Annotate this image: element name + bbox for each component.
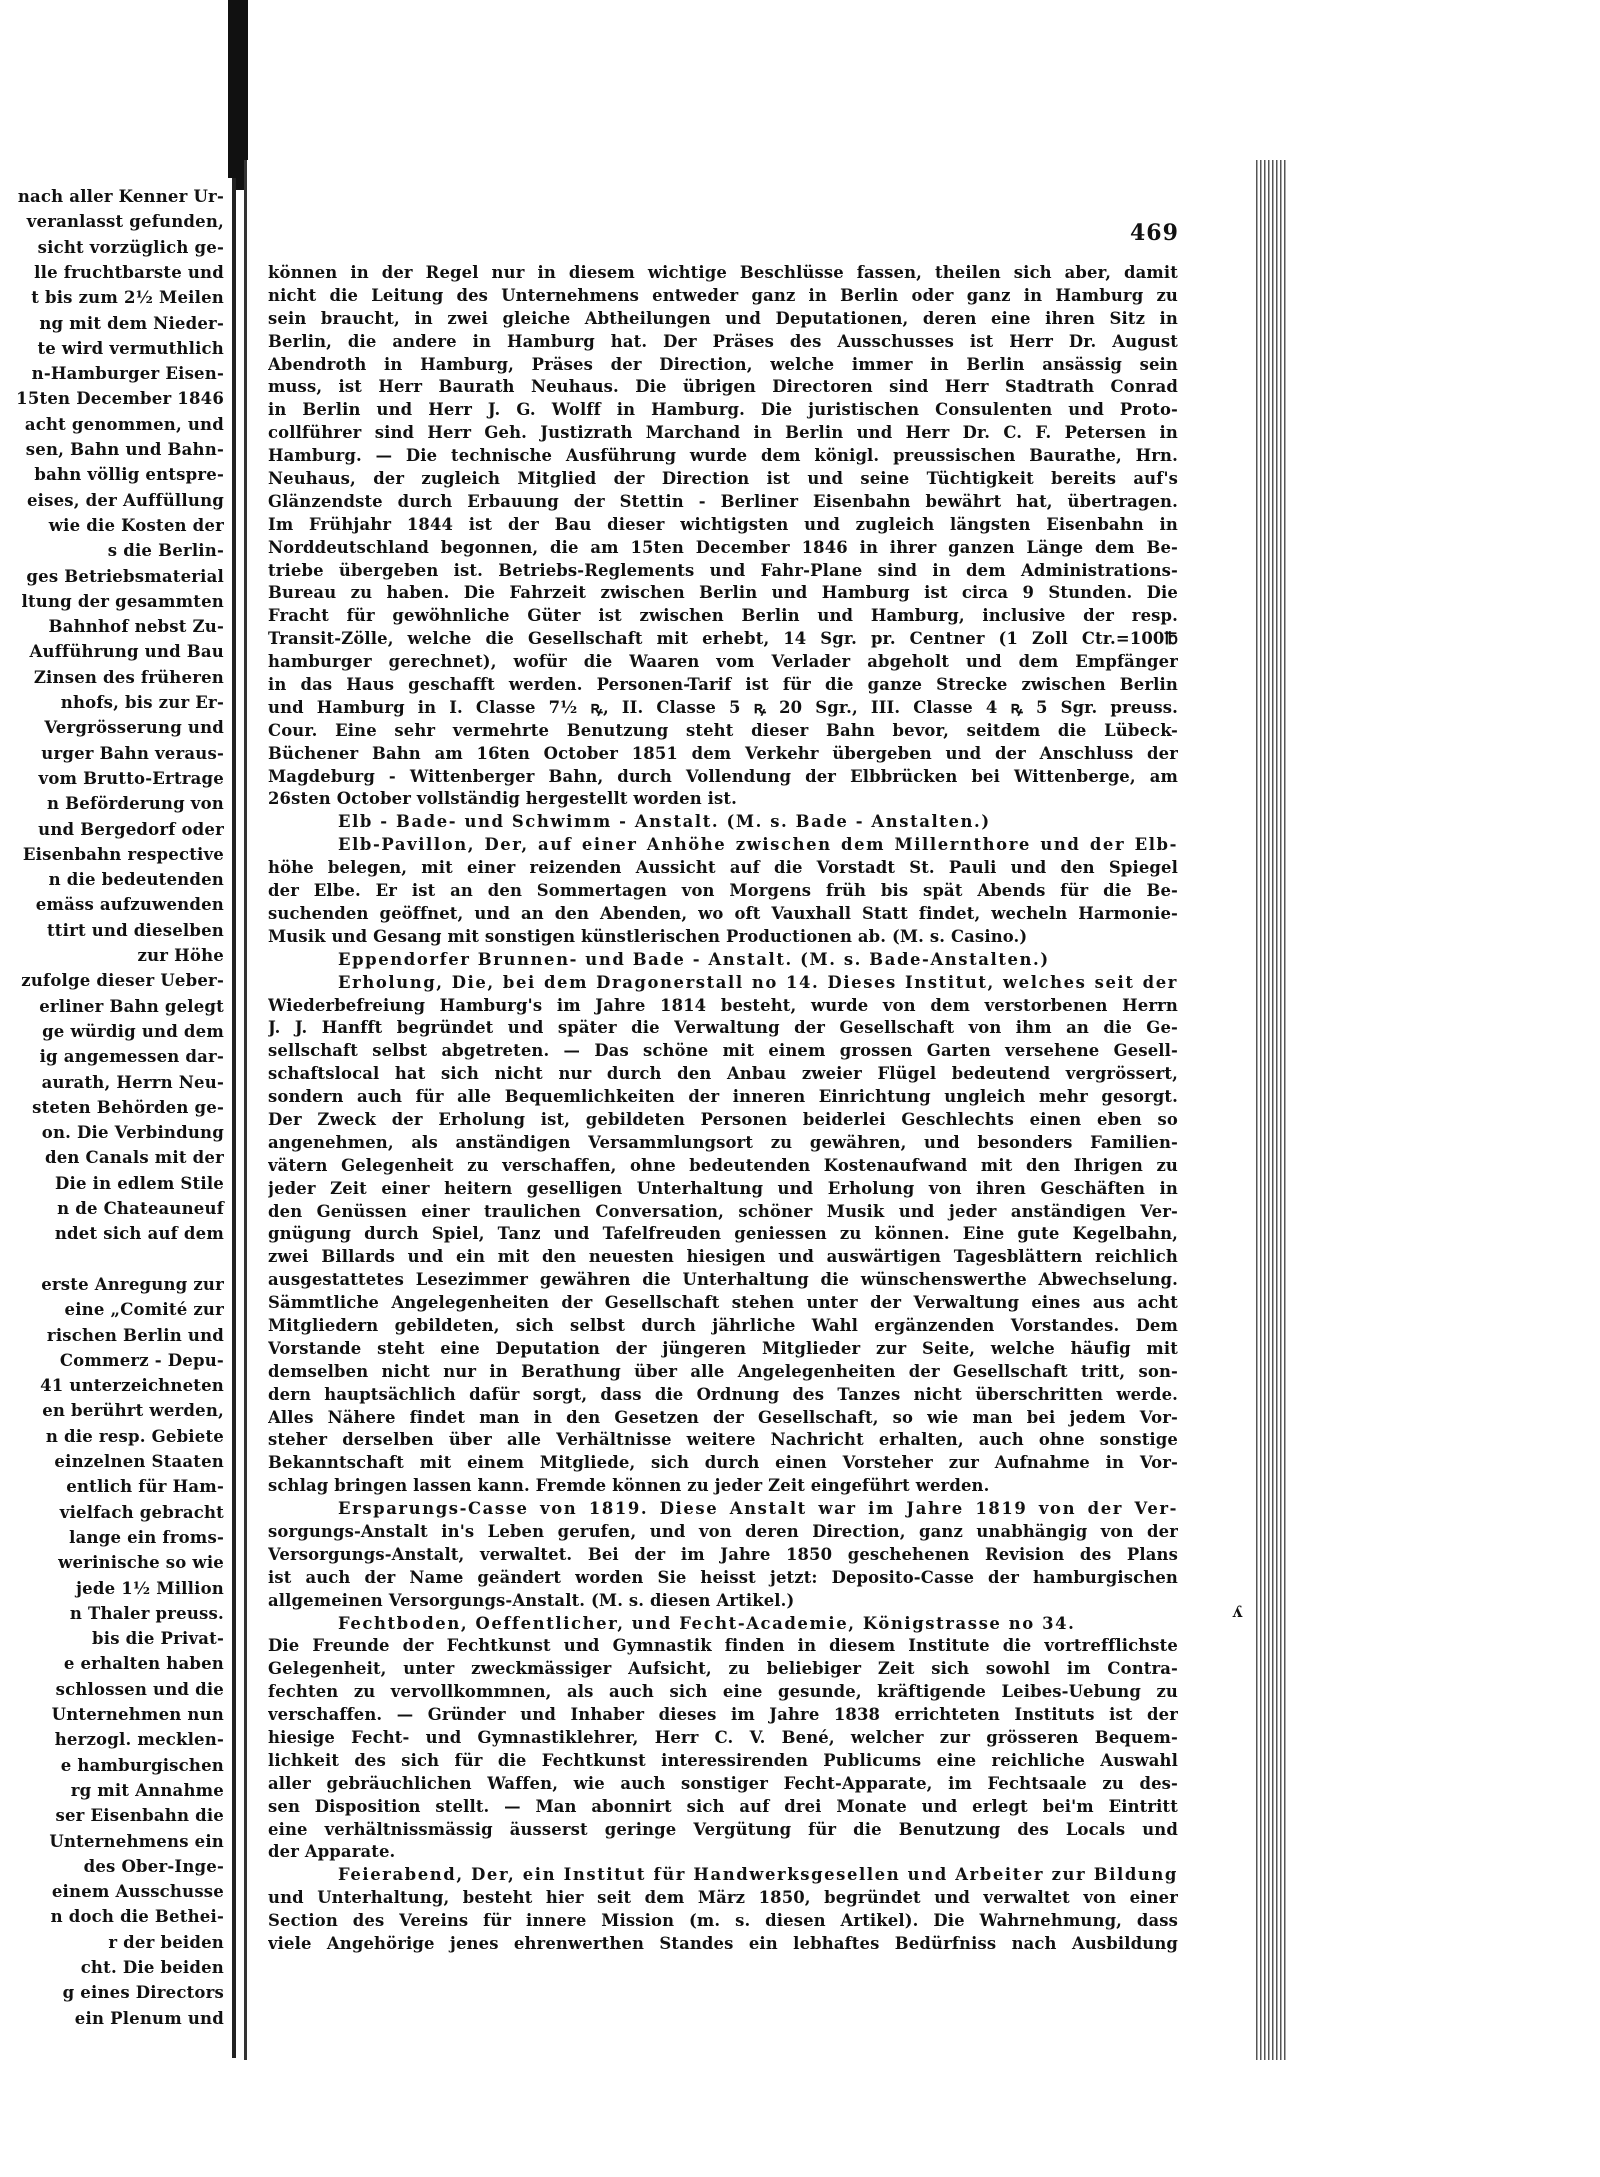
left-page-line: aurath, Herrn Neu- bbox=[41, 1072, 224, 1092]
text-line: Abendroth in Hamburg, Präses der Direction, welche immer in Berlin ansässig sein bbox=[268, 354, 1178, 374]
text-line: der Apparate. bbox=[268, 1842, 396, 1862]
left-page-line: on. Die Verbindung bbox=[41, 1123, 224, 1143]
text-line: allgemeinen Versorgungs-Anstalt. (M. s. diesen Artikel.) bbox=[268, 1590, 795, 1610]
left-page-line: und Bergedorf oder bbox=[38, 819, 224, 839]
text-line: können in der Regel nur in diesem wichtige Beschlüsse fassen, theilen sich aber, damit bbox=[268, 263, 1178, 282]
margin-mark: ʎ bbox=[1232, 1602, 1243, 1621]
page-edge-stack bbox=[1256, 160, 1286, 2060]
left-page-line: g eines Directors bbox=[62, 1983, 224, 2003]
left-page-line: n die resp. Gebiete bbox=[45, 1426, 224, 1446]
text-line: muss, ist Herr Baurath Neuhaus. Die übrigen Directoren sind Herr Stadtrath Conrad bbox=[268, 377, 1178, 397]
left-page-line: n de Chateauneuf bbox=[57, 1199, 224, 1218]
left-page-line: zur Höhe bbox=[137, 946, 224, 965]
text-line: 26sten October vollständig hergestellt worden ist. bbox=[268, 789, 737, 809]
left-page-line: ng mit dem Nieder- bbox=[39, 313, 224, 333]
text-line: höhe belegen, mit einer reizenden Aussicht auf die Vorstadt St. Pauli und den Spiegel bbox=[268, 858, 1178, 878]
text-line: den Genüssen einer traulichen Conversation, schöner Musik und jeder anständigen Ver- bbox=[268, 1201, 1178, 1221]
text-line: schaftslocal hat sich nicht nur durch den Anbau zweier Flügel bedeutend vergrössert, bbox=[268, 1064, 1178, 1084]
text-line: Sämmtliche Angelegenheiten der Gesellschaft stehen unter der Verwaltung eines aus acht bbox=[268, 1293, 1178, 1313]
text-line: sellschaft selbst abgetreten. — Das schöne mit einem grossen Garten versehene Gesell- bbox=[268, 1041, 1178, 1061]
text-line: Glänzendste durch Erbauung der Stettin - Berliner Eisenbahn bewährt hat, übertragen. bbox=[268, 491, 1178, 511]
text-line: Cour. Eine sehr vermehrte Benutzung steht dieser Bahn bevor, seitdem die Lübeck- bbox=[268, 720, 1178, 740]
left-page-line: erste Anregung zur bbox=[41, 1274, 224, 1294]
left-page-line: ein Plenum und bbox=[74, 2008, 224, 2028]
text-line: Bekanntschaft mit einem Mitgliede, sich durch einen Vorsteher zur Aufnahme in Vor- bbox=[268, 1453, 1178, 1473]
text-line: J. J. Hanfft begründet und später die Verwaltung der Gesellschaft von ihm an die Ge- bbox=[268, 1018, 1178, 1038]
left-page-line: Unternehmen nun bbox=[51, 1705, 224, 1724]
text-line: in Berlin und Herr J. G. Wolff in Hamburg. Die juristischen Consulenten und Proto- bbox=[268, 400, 1178, 420]
left-page-line: Eisenbahn respective bbox=[22, 844, 224, 864]
left-page-line: n doch die Bethei- bbox=[50, 1907, 224, 1927]
left-page-line: des Ober-Inge- bbox=[83, 1856, 224, 1876]
text-line: lichkeit des sich für die Fechtkunst interessirenden Publicums eine reichliche Auswahl bbox=[268, 1750, 1178, 1770]
text-line: triebe übergeben ist. Betriebs-Reglements und Fahr-Plane sind in dem Administrations- bbox=[268, 560, 1178, 580]
left-page-line: lle fruchtbarste und bbox=[34, 262, 224, 282]
text-line: Hamburg. — Die technische Ausführung wurde dem königl. preussischen Baurathe, Hrn. bbox=[268, 446, 1178, 466]
left-page-line: vielfach gebracht bbox=[59, 1502, 224, 1522]
left-page-line: ge würdig und dem bbox=[42, 1021, 224, 1041]
text-line: Eppendorfer Brunnen- und Bade - Anstalt. (M. s. Bade-Anstalten.) bbox=[338, 949, 1050, 969]
text-line: Im Frühjahr 1844 ist der Bau dieser wichtigsten und zugleich längsten Eisenbahn in bbox=[268, 514, 1178, 534]
text-line: demselben nicht nur in Berathung über alle Angelegenheiten der Gesellschaft tritt, son- bbox=[268, 1361, 1178, 1381]
text-line: hiesige Fecht- und Gymnastiklehrer, Herr C. V. Bené, welcher zur grösseren Bequem- bbox=[268, 1728, 1178, 1747]
text-line: suchenden geöffnet, und an den Abenden, wo oft Vauxhall Statt findet, wecheln Harmonie- bbox=[268, 903, 1178, 923]
left-page-line: r der beiden bbox=[108, 1932, 224, 1952]
left-page-line: emäss aufzuwenden bbox=[35, 895, 224, 915]
text-line: sen Disposition stellt. — Man abonnirt sich auf drei Monate und erlegt bei'm Eintritt bbox=[268, 1796, 1178, 1816]
text-line: Fechtboden, Oeffentlicher, und Fecht-Academie, Königstrasse no 34. bbox=[338, 1613, 1076, 1633]
text-line: Vorstande steht eine Deputation der jüngeren Mitglieder zur Seite, welche häufig mit bbox=[268, 1338, 1178, 1358]
text-line: angenehmen, als anständigen Versammlungsort zu gewähren, und besonders Familien- bbox=[268, 1132, 1178, 1152]
left-page-line: sen, Bahn und Bahn- bbox=[25, 440, 224, 459]
text-line: Der Zweck der Erholung ist, gebildeten Personen beiderlei Geschlechts einen eben so bbox=[268, 1109, 1178, 1129]
text-line: collführer sind Herr Geh. Justizrath Marchand in Berlin und Herr Dr. C. F. Petersen in bbox=[268, 423, 1178, 443]
left-page-line: Commerz - Depu- bbox=[59, 1350, 224, 1370]
text-line: ist auch der Name geändert worden Sie heisst jetzt: Deposito-Casse der hamburgischen bbox=[268, 1567, 1178, 1587]
left-page-line: e hamburgischen bbox=[60, 1755, 224, 1775]
left-page-line: herzogl. mecklen- bbox=[54, 1730, 224, 1750]
left-page-line: ndet sich auf dem bbox=[54, 1224, 224, 1244]
text-line: und Unterhaltung, besteht hier seit dem März 1850, begründet und verwaltet von einer bbox=[268, 1888, 1178, 1908]
text-line: Berlin, die andere in Hamburg hat. Der Präses des Ausschusses ist Herr Dr. August bbox=[268, 331, 1178, 351]
text-line: dern hauptsächlich dafür sorgt, dass die Ordnung des Tanzes nicht überschritten werde. bbox=[268, 1384, 1178, 1404]
left-page-line: Unternehmens ein bbox=[49, 1831, 224, 1851]
left-page-line: ges Betriebsmaterial bbox=[26, 566, 224, 586]
text-line: steher derselben über alle Verhältnisse weitere Nachricht erhalten, auch ohne sonstige bbox=[268, 1430, 1178, 1450]
text-line: hamburger gerechnet), wofür die Waaren vom Verlader abgeholt und dem Empfänger bbox=[268, 652, 1178, 672]
right-page-text bbox=[268, 262, 1178, 1956]
text-line: vätern Gelegenheit zu verschaffen, ohne bedeutenden Kostenaufwand mit den Ihrigen zu bbox=[268, 1155, 1178, 1175]
text-line: Versorgungs-Anstalt, verwaltet. Bei der im Jahre 1850 geschehenen Revision des Plans bbox=[268, 1544, 1178, 1564]
left-page-line: urger Bahn veraus- bbox=[41, 743, 224, 763]
text-line: Musik und Gesang mit sonstigen künstlerischen Productionen ab. (M. s. Casino.) bbox=[268, 926, 1028, 946]
left-page-line: te wird vermuthlich bbox=[37, 338, 224, 358]
left-page-line: acht genommen, und bbox=[24, 414, 224, 434]
left-page-line: werinische so wie bbox=[58, 1553, 224, 1573]
left-page-line: nhofs, bis zur Er- bbox=[60, 693, 224, 712]
left-page-line: n-Hamburger Eisen- bbox=[31, 364, 224, 384]
text-line: Gelegenheit, unter zweckmässiger Aufsicht, zu beliebiger Zeit sich sowohl im Contra- bbox=[268, 1659, 1178, 1679]
text-line: in das Haus geschafft werden. Personen-Tarif ist für die ganze Strecke zwischen Berlin bbox=[268, 675, 1178, 695]
left-page-line: ser Eisenbahn die bbox=[55, 1806, 224, 1826]
text-line: Büchener Bahn am 16ten October 1851 dem Verkehr übergeben und der Anschluss der bbox=[268, 743, 1178, 763]
left-page-line: vom Brutto-Ertrage bbox=[38, 768, 224, 788]
text-line: gnügung durch Spiel, Tanz und Tafelfreuden geniessen zu können. Eine gute Kegelbahn, bbox=[268, 1224, 1178, 1244]
text-line: Bureau zu haben. Die Fahrzeit zwischen Berlin und Hamburg ist circa 9 Stunden. Die bbox=[268, 583, 1178, 603]
left-page-line: ttirt und dieselben bbox=[46, 920, 224, 940]
text-line: Transit-Zölle, welche die Gesellschaft mit erhebt, 14 Sgr. pr. Centner (1 Zoll Ctr.=100℔ bbox=[268, 629, 1178, 649]
left-page-line: n Thaler preuss. bbox=[69, 1603, 224, 1623]
text-line: der Elbe. Er ist an den Sommertagen von Morgens früh bis spät Abends für die Be- bbox=[268, 881, 1178, 901]
left-page-line: rischen Berlin und bbox=[46, 1325, 224, 1345]
text-line: Feierabend, Der, ein Institut für Handwerksgesellen und Arbeiter zur Bildung bbox=[338, 1865, 1178, 1885]
left-page-line: Bahnhof nebst Zu- bbox=[48, 617, 224, 637]
text-line: fechten zu vervollkommnen, als auch sich eine gesunde, kräftigende Leibes-Uebung zu bbox=[268, 1682, 1178, 1702]
text-line: Wiederbefreiung Hamburg's im Jahre 1814 besteht, wurde von dem verstorbenen Herrn bbox=[268, 995, 1178, 1015]
left-page-line: lange ein froms- bbox=[69, 1527, 224, 1547]
left-page-line: rg mit Annahme bbox=[70, 1780, 224, 1800]
text-line: Erholung, Die, bei dem Dragonerstall no 14. Dieses Institut, welches seit der bbox=[338, 972, 1178, 992]
left-page-line: Aufführung und Bau bbox=[29, 642, 224, 662]
left-page-line: veranlasst gefunden, bbox=[26, 212, 224, 232]
left-page-line: schlossen und die bbox=[55, 1679, 224, 1699]
text-line: Elb - Bade- und Schwimm - Anstalt. (M. s. Bade - Anstalten.) bbox=[338, 812, 991, 832]
left-page-line: e erhalten haben bbox=[63, 1654, 224, 1674]
left-page-line: einzelnen Staaten bbox=[54, 1452, 224, 1471]
left-page-line: n die bedeutenden bbox=[48, 870, 224, 890]
left-page bbox=[0, 178, 236, 2058]
left-page-line: bahn völlig entspre- bbox=[34, 465, 224, 485]
left-page-line: t bis zum 2½ Meilen bbox=[31, 288, 224, 308]
text-line: jeder Zeit einer heitern geselligen Unterhaltung und Erholung von ihren Geschäften in bbox=[268, 1178, 1178, 1198]
left-page-line: bis die Privat- bbox=[91, 1629, 224, 1649]
text-line: viele Angehörige jenes ehrenwerthen Standes ein lebhaftes Bedürfniss nach Ausbildung bbox=[268, 1934, 1178, 1954]
text-line: Die Freunde der Fechtkunst und Gymnastik finden in diesem Institute die vortrefflichste bbox=[268, 1636, 1178, 1656]
text-line: Mitgliedern gebildeten, sich selbst durch jährliche Wahl ergänzenden Vorstandes. Dem bbox=[268, 1315, 1178, 1335]
text-line: sorgungs-Anstalt in's Leben gerufen, und von deren Direction, ganz unabhängig von der bbox=[268, 1521, 1178, 1541]
left-page-line: eises, der Auffüllung bbox=[26, 490, 224, 510]
text-line: Neuhaus, der zugleich Mitglied der Direction ist und seine Tüchtigkeit bereits auf's bbox=[268, 469, 1178, 489]
left-page-line: entlich für Ham- bbox=[66, 1477, 224, 1497]
left-page-line: n Beförderung von bbox=[47, 794, 224, 814]
text-line: Alles Nähere findet man in den Gesetzen der Gesellschaft, so wie man bei jedem Vor- bbox=[268, 1407, 1178, 1427]
left-page-line: Die in edlem Stile bbox=[54, 1173, 224, 1193]
left-page-line: wie die Kosten der bbox=[48, 515, 224, 535]
text-line: Norddeutschland begonnen, die am 15ten December 1846 in ihrer ganzen Länge dem Be- bbox=[268, 537, 1178, 557]
left-page-line: erliner Bahn gelegt bbox=[39, 996, 224, 1016]
left-page-line: en berührt werden, bbox=[42, 1401, 224, 1421]
text-line: ausgestattetes Lesezimmer gewähren die Unterhaltung die wünschenswerthe Abwechselung. bbox=[268, 1270, 1178, 1290]
left-page-line: zufolge dieser Ueber- bbox=[21, 971, 224, 991]
text-line: Section des Vereins für innere Mission (m. s. diesen Artikel). Die Wahrnehmung, dass bbox=[268, 1911, 1178, 1931]
left-page-line: ig angemessen dar- bbox=[39, 1047, 224, 1067]
left-page-line: sicht vorzüglich ge- bbox=[37, 237, 224, 257]
text-line: Ersparungs-Casse von 1819. Diese Anstalt war im Jahre 1819 von der Ver- bbox=[338, 1499, 1178, 1519]
left-page-line: ltung der gesammten bbox=[21, 591, 224, 611]
left-page-line: nach aller Kenner Ur- bbox=[17, 187, 224, 206]
left-page-line: einem Ausschusse bbox=[51, 1882, 224, 1902]
left-page-line: jede 1½ Million bbox=[75, 1578, 224, 1598]
left-page-line: 41 unterzeichneten bbox=[40, 1376, 224, 1396]
left-page-line: cht. Die beiden bbox=[80, 1958, 224, 1977]
text-line: verschaffen. — Gründer und Inhaber dieses im Jahre 1838 errichteten Instituts ist der bbox=[268, 1705, 1178, 1725]
left-page-line: steten Behörden ge- bbox=[32, 1097, 224, 1117]
left-page-line: eine „Comité zur bbox=[64, 1300, 224, 1320]
text-line: aller gebräuchlichen Waffen, wie auch sonstiger Fecht-Apparate, im Fechtsaale zu des- bbox=[268, 1773, 1178, 1793]
text-line: sein braucht, in zwei gleiche Abtheilungen und Deputationen, deren eine ihren Sitz in bbox=[268, 308, 1178, 328]
text-line: Magdeburg - Wittenberger Bahn, durch Vollendung der Elbbrücken bei Wittenberge, am bbox=[268, 766, 1178, 786]
text-line: Elb-Pavillon, Der, auf einer Anhöhe zwischen dem Millernthore und der Elb- bbox=[338, 835, 1178, 855]
text-line: Fracht für gewöhnliche Güter ist zwischen Berlin und Hamburg, inclusive der resp. bbox=[268, 606, 1178, 626]
text-line: zwei Billards und ein mit den neuesten hiesigen und auswärtigen Tagesblättern reichlich bbox=[268, 1247, 1178, 1267]
left-page-line: 15ten December 1846 bbox=[16, 389, 224, 409]
page-number: 469 bbox=[1130, 220, 1179, 246]
text-line: schlag bringen lassen kann. Fremde können zu jeder Zeit eingeführt werden. bbox=[268, 1476, 990, 1496]
text-line: sondern auch für alle Bequemlichkeiten der inneren Einrichtung ungleich mehr gesorgt. bbox=[268, 1087, 1178, 1107]
text-line: eine verhältnissmässig äusserst geringe Vergütung für die Benutzung des Locals und bbox=[268, 1819, 1178, 1839]
left-page-line: s die Berlin- bbox=[107, 541, 224, 561]
left-page-line: Vergrösserung und bbox=[44, 718, 224, 738]
text-line: nicht die Leitung des Unternehmens entweder ganz in Berlin oder ganz in Hamburg zu bbox=[268, 285, 1178, 305]
text-line: und Hamburg in I. Classe 7½ ꝶ, II. Classe 5 ꝶ 20 Sgr., III. Classe 4 ꝶ 5 Sgr. preuss. bbox=[268, 697, 1178, 717]
left-page-line: Zinsen des früheren bbox=[33, 667, 224, 687]
left-page-line: den Canals mit der bbox=[44, 1148, 224, 1168]
